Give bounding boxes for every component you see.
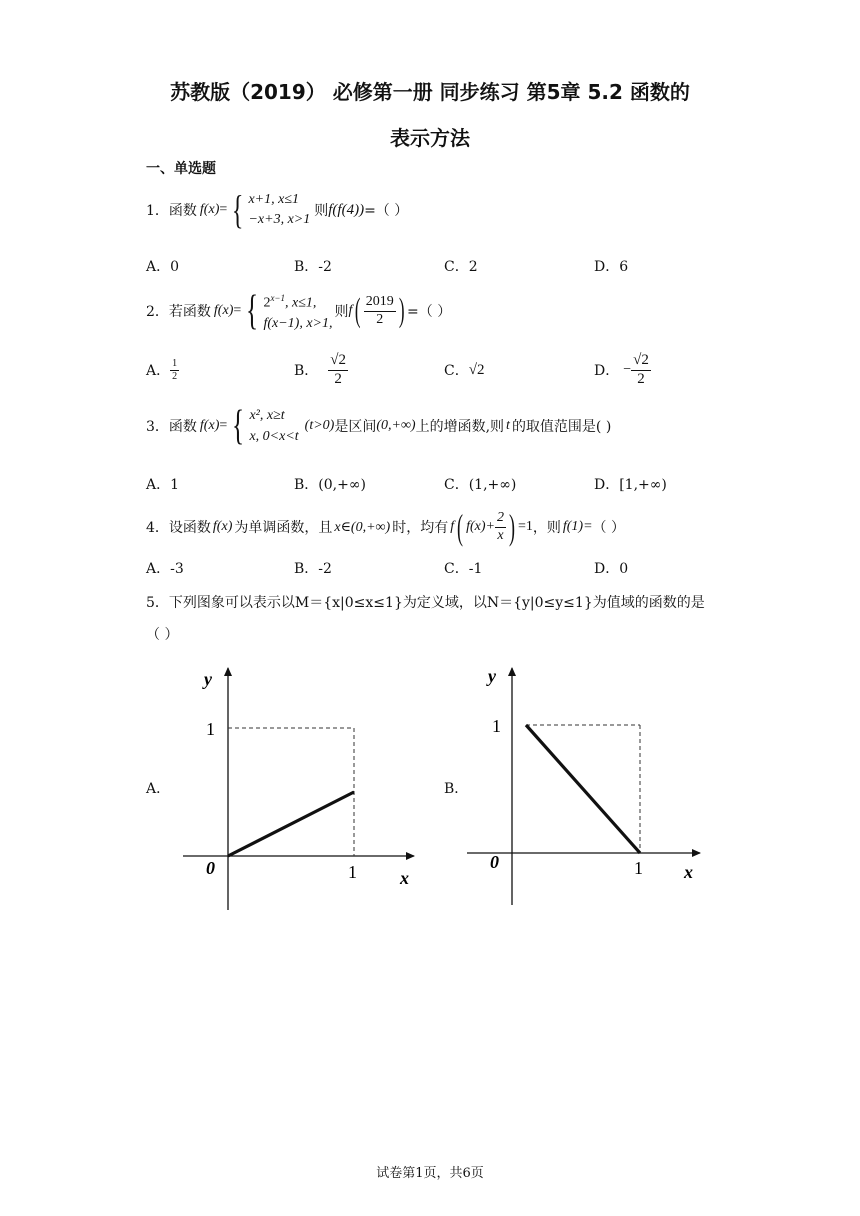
q1-case-1: x+1, x≤1 <box>248 192 300 207</box>
q1-option-d: D．6 <box>594 259 629 275</box>
q1-case-2: −x+3, x>1 <box>248 212 311 227</box>
q3-option-d: D．[1,+∞) <box>594 477 667 493</box>
q2-lead: 若函数 <box>168 304 211 320</box>
q2-brace: { <box>246 288 259 334</box>
q3-lead: 函数 <box>168 419 197 435</box>
q3-option-c: C．(1,+∞) <box>444 477 517 493</box>
q4-option-d: D．0 <box>594 561 629 577</box>
q5-text: 下列图象可以表示以M＝{x|0≤x≤1}为定义域，以N＝{y|0≤y≤1}为值域的函数的是 <box>168 595 705 611</box>
q2-frac-den: 2 <box>376 311 384 327</box>
q2-option-a: A． $\frac{1}{2}$ <box>146 358 178 382</box>
q2-option-d: D． − $\frac{√2}{2}$ <box>594 352 649 387</box>
q1-number: 1． <box>146 203 169 219</box>
q1-fx: f(x) <box>199 202 220 217</box>
graph-a-tick-y: 1 <box>206 719 215 739</box>
q1-cases <box>248 190 310 230</box>
question-2: 2． 若函数 f(x) = { $2^{x-1}$, x≤1, f(x−1), x>1, 则 f ( $\frac{2019}{2}$ ) =（ ） <box>146 288 452 334</box>
q2-cases <box>263 288 332 335</box>
q3-cases <box>249 405 298 447</box>
q2-frac-num: 2019 <box>364 294 396 311</box>
page-title-line1: 苏教版（2019） 必修第一册 同步练习 第5章 5.2 函数的 <box>170 80 690 104</box>
q4-condition: x∈(0,+∞) <box>334 519 391 535</box>
page-footer: 试卷第1页，共6页 <box>376 1166 484 1181</box>
q4-option-a: A．-3 <box>146 561 184 577</box>
q4-mid3: ，则 <box>532 520 561 536</box>
q1-tail: =（ ） <box>364 203 409 219</box>
q3-t: t <box>506 418 510 433</box>
graph-a-y-label: y <box>204 669 212 689</box>
q3-case-1: x², x≥t <box>249 408 285 423</box>
q4-expr-f: f <box>450 519 455 534</box>
q2-f: f <box>348 303 353 318</box>
question-4: 4． 设函数 f(x) 为单调函数，且 x∈(0,+∞) 时，均有 f ( f(x)+ $\frac{2}{x}$ ) =1 ，则 f(1)= （ ） <box>146 507 625 547</box>
q1-brace: { <box>232 187 244 232</box>
q3-tail: 的取值范围是( ) <box>511 419 612 435</box>
graph-a <box>178 660 428 915</box>
q1-option-b: B．-2 <box>294 259 332 275</box>
q5-label-b: B． <box>444 781 469 797</box>
graph-b-x-label: x <box>684 862 693 882</box>
q3-number: 3． <box>146 419 169 435</box>
q2-number: 2． <box>146 304 169 320</box>
q4-expr-inner: f(x)+ <box>466 519 495 534</box>
q3-condition: (t>0) <box>304 418 335 433</box>
q3-fx: f(x) <box>199 418 220 433</box>
q3-option-b: B．(0,+∞) <box>294 477 366 493</box>
q2-option-c: C． √2 <box>444 361 485 379</box>
q4-lead: 设函数 <box>168 520 211 536</box>
q1-ask: f(f(4)) <box>328 201 365 218</box>
graph-a-origin: 0 <box>206 858 215 878</box>
q4-number: 4． <box>146 520 169 536</box>
question-3 <box>146 404 611 448</box>
graph-b-tick-y: 1 <box>492 716 501 736</box>
q4-option-b: B．-2 <box>294 561 332 577</box>
graph-a-segment <box>228 792 354 856</box>
q4-mid2: 时，均有 <box>392 520 449 536</box>
q3-brace: { <box>232 403 245 449</box>
q4-ask: f(1)= <box>562 519 593 534</box>
question-1 <box>146 188 408 232</box>
q1-option-a: A．0 <box>146 259 180 275</box>
q2-option-b: B． $\frac{√2}{2}$ <box>294 352 347 387</box>
q3-option-a: A．1 <box>146 477 180 493</box>
q2-case-1: $2^{x-1}$, x≤1, <box>263 292 317 311</box>
q2-case-2: f(x−1), x>1, <box>263 316 333 332</box>
q3-interval: (0,+∞) <box>376 418 416 433</box>
page-title-line2: 表示方法 <box>390 126 470 150</box>
q2-fx: f(x) <box>213 303 234 318</box>
q4-frac-den: x <box>497 527 504 543</box>
graph-b-origin: 0 <box>490 852 499 872</box>
q2-fraction <box>364 294 396 327</box>
graph-b-y-label: y <box>488 666 496 686</box>
section-heading: 一、单选题 <box>146 161 216 177</box>
q5-paren: （ ） <box>146 627 179 643</box>
q1-option-c: C．2 <box>444 259 478 275</box>
q4-fraction <box>495 510 506 543</box>
q3-eq: = <box>219 418 228 433</box>
q4-frac-num: 2 <box>495 510 506 527</box>
q5-label-a: A． <box>146 781 171 797</box>
q2-tail: =（ ） <box>407 304 452 320</box>
q3-mid: 是区间 <box>334 419 377 435</box>
question-5 <box>146 592 705 612</box>
q3-case-2: x, 0<x<t <box>249 429 299 444</box>
q1-eq: = <box>219 202 228 217</box>
q3-mid2: 上的增函数,则 <box>415 419 505 435</box>
q5-number: 5． <box>146 595 169 611</box>
graph-a-tick-x: 1 <box>348 862 357 882</box>
q1-then: 则 <box>314 203 329 219</box>
q4-option-c: C．-1 <box>444 561 483 577</box>
graph-b-segment <box>526 725 640 853</box>
q1-lead: 函数 <box>168 203 197 219</box>
q4-fx: f(x) <box>212 519 233 534</box>
graph-b-tick-x: 1 <box>634 858 643 878</box>
graph-a-x-label: x <box>400 868 409 888</box>
graph-b <box>464 660 704 915</box>
q4-expr-post: =1 <box>517 519 533 534</box>
q4-mid: 为单调函数，且 <box>234 520 333 536</box>
q2-eq: = <box>233 303 242 318</box>
q4-tail: （ ） <box>592 520 625 536</box>
q2-then: 则 <box>334 304 349 320</box>
